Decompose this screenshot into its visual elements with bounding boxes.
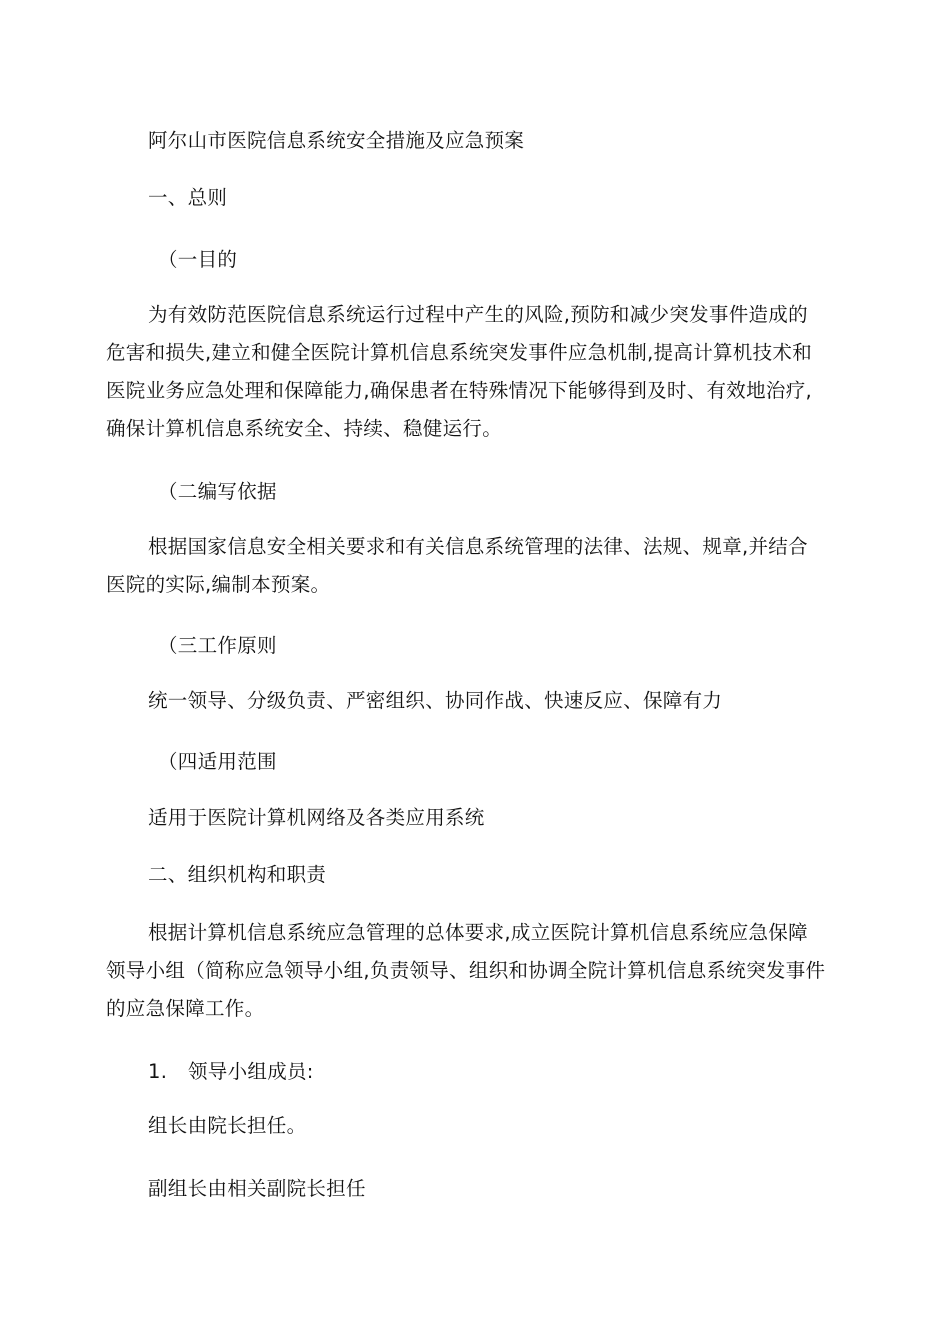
item-number: 1. (148, 1060, 168, 1083)
paragraph-line: 为有效防范医院信息系统运行过程中产生的风险,预防和减少突发事件造成的 (148, 303, 808, 326)
paragraph-line: 领导小组（简称应急领导小组,负责领导、组织和协调全院计算机信息系统突发事件 (106, 959, 826, 982)
section-heading-organization: 二、组织机构和职责 (148, 863, 327, 886)
paragraph-line: 医院业务应急处理和保障能力,确保患者在特殊情况下能够得到及时、有效地治疗, (106, 379, 812, 402)
paragraph-principles: 统一领导、分级负责、严密组织、协同作战、快速反应、保障有力 (148, 689, 723, 712)
paragraph-line: 医院的实际,编制本预案。 (106, 573, 331, 596)
subsection-heading-purpose: （一目的 (158, 248, 238, 271)
subsection-heading-basis: （二编写依据 (158, 480, 277, 503)
paragraph-line: 的应急保障工作。 (106, 997, 265, 1020)
paragraph-line: 根据国家信息安全相关要求和有关信息系统管理的法律、法规、规章,并结合 (148, 535, 808, 558)
paragraph-basis (106, 528, 841, 604)
item-text: 领导小组成员: (188, 1060, 314, 1083)
paragraph-scope: 适用于医院计算机网络及各类应用系统 (148, 806, 485, 829)
subsection-heading-scope: （四适用范围 (158, 750, 277, 773)
paragraph-leader: 组长由院长担任。 (148, 1114, 307, 1137)
document-title: 阿尔山市医院信息系统安全措施及应急预案 (148, 129, 525, 152)
paragraph-line: 危害和损失,建立和健全医院计算机信息系统突发事件应急机制,提高计算机技术和 (106, 341, 812, 364)
paragraph-line: 根据计算机信息系统应急管理的总体要求,成立医院计算机信息系统应急保障 (148, 921, 808, 944)
section-heading-general: 一、总则 (148, 186, 228, 209)
paragraph-line: 确保计算机信息系统安全、持续、稳健运行。 (106, 417, 503, 440)
paragraph-organization (106, 914, 841, 1028)
subsection-heading-principles: （三工作原则 (158, 634, 277, 657)
numbered-item-members (148, 1053, 314, 1091)
paragraph-deputy: 副组长由相关副院长担任 (148, 1177, 366, 1200)
paragraph-purpose (106, 296, 841, 448)
